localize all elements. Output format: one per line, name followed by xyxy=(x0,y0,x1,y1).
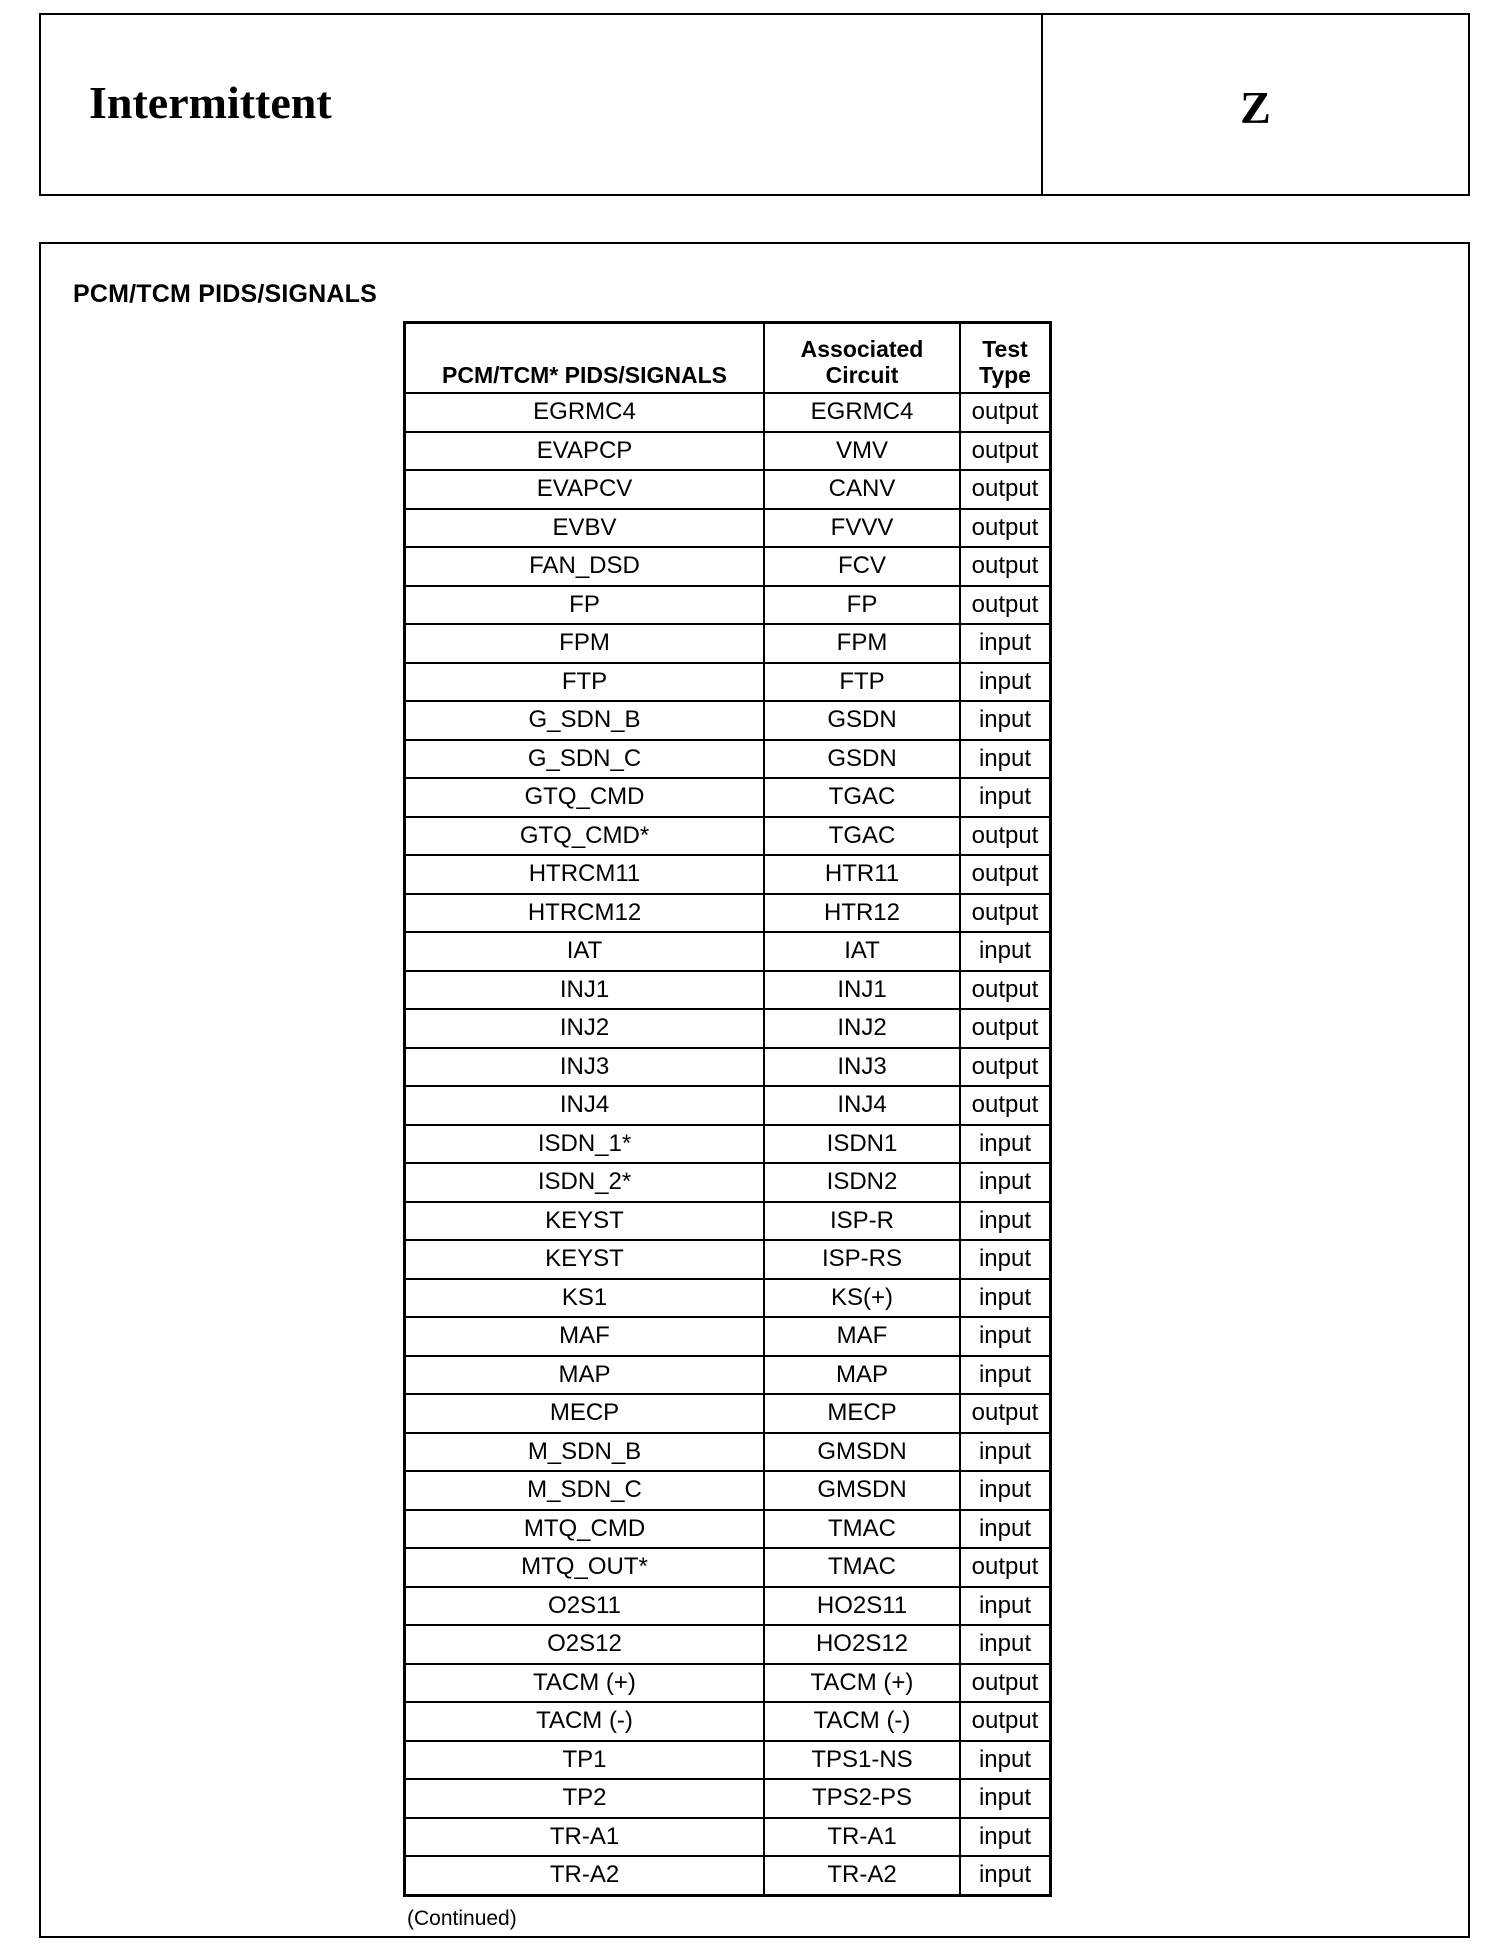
pid-cell: IAT xyxy=(405,932,765,971)
table-row xyxy=(405,393,1051,432)
test-type-cell: input xyxy=(960,1202,1051,1241)
test-type-cell: output xyxy=(960,586,1051,625)
test-type-cell: input xyxy=(960,1163,1051,1202)
circuit-cell: ISDN1 xyxy=(764,1125,960,1164)
pid-cell: M_SDN_C xyxy=(405,1471,765,1510)
table-body xyxy=(405,393,1051,1895)
test-type-cell: output xyxy=(960,509,1051,548)
table-header-row xyxy=(405,323,1051,394)
circuit-cell: ISP-R xyxy=(764,1202,960,1241)
pid-cell: HTRCM12 xyxy=(405,894,765,933)
test-type-cell: input xyxy=(960,1279,1051,1318)
test-type-cell: input xyxy=(960,932,1051,971)
table-row xyxy=(405,740,1051,779)
pid-cell: M_SDN_B xyxy=(405,1433,765,1472)
table-row xyxy=(405,971,1051,1010)
test-type-cell: input xyxy=(960,1625,1051,1664)
circuit-cell: CANV xyxy=(764,470,960,509)
pid-cell: MTQ_OUT* xyxy=(405,1548,765,1587)
circuit-cell: TMAC xyxy=(764,1510,960,1549)
test-type-cell: output xyxy=(960,1702,1051,1741)
test-type-cell: input xyxy=(960,1587,1051,1626)
pid-cell: TACM (-) xyxy=(405,1702,765,1741)
circuit-cell: MAF xyxy=(764,1317,960,1356)
test-type-cell: input xyxy=(960,701,1051,740)
circuit-cell: FCV xyxy=(764,547,960,586)
header-title-cell xyxy=(41,15,1043,194)
column-header-test-type: Test Type xyxy=(960,323,1051,394)
circuit-cell: GSDN xyxy=(764,740,960,779)
test-type-cell: output xyxy=(960,470,1051,509)
pid-cell: ISDN_2* xyxy=(405,1163,765,1202)
table-row xyxy=(405,1163,1051,1202)
pid-cell: KEYST xyxy=(405,1202,765,1241)
circuit-cell: HTR12 xyxy=(764,894,960,933)
test-type-cell: output xyxy=(960,1664,1051,1703)
circuit-cell: INJ4 xyxy=(764,1086,960,1125)
test-type-cell: input xyxy=(960,740,1051,779)
circuit-cell: TACM (+) xyxy=(764,1664,960,1703)
pid-cell: GTQ_CMD* xyxy=(405,817,765,856)
table-row xyxy=(405,1625,1051,1664)
pid-cell: FTP xyxy=(405,663,765,702)
pid-cell: ISDN_1* xyxy=(405,1125,765,1164)
test-type-cell: output xyxy=(960,1548,1051,1587)
table-row xyxy=(405,432,1051,471)
test-type-cell: input xyxy=(960,624,1051,663)
test-type-cell: output xyxy=(960,817,1051,856)
table-row xyxy=(405,1317,1051,1356)
circuit-cell: INJ3 xyxy=(764,1048,960,1087)
test-type-cell: input xyxy=(960,1779,1051,1818)
pid-cell: MTQ_CMD xyxy=(405,1510,765,1549)
test-type-cell: output xyxy=(960,432,1051,471)
table-row xyxy=(405,547,1051,586)
pid-cell: INJ1 xyxy=(405,971,765,1010)
pid-cell: G_SDN_B xyxy=(405,701,765,740)
circuit-cell: FVVV xyxy=(764,509,960,548)
table-row xyxy=(405,1818,1051,1857)
column-header-circuit: Associated Circuit xyxy=(764,323,960,394)
test-type-cell: input xyxy=(960,663,1051,702)
pid-cell: TR-A1 xyxy=(405,1818,765,1857)
test-type-cell: input xyxy=(960,1240,1051,1279)
table-row xyxy=(405,1779,1051,1818)
table-row xyxy=(405,1856,1051,1895)
pid-cell: EGRMC4 xyxy=(405,393,765,432)
table-row xyxy=(405,932,1051,971)
circuit-cell: HO2S11 xyxy=(764,1587,960,1626)
pid-cell: MAP xyxy=(405,1356,765,1395)
pid-cell: FAN_DSD xyxy=(405,547,765,586)
test-type-cell: input xyxy=(960,1856,1051,1895)
test-type-cell: input xyxy=(960,1741,1051,1780)
table-row xyxy=(405,1240,1051,1279)
pid-cell: INJ4 xyxy=(405,1086,765,1125)
table-row xyxy=(405,1433,1051,1472)
header-section-cell xyxy=(1043,15,1468,194)
circuit-cell: ISP-RS xyxy=(764,1240,960,1279)
table-row xyxy=(405,663,1051,702)
circuit-cell: FP xyxy=(764,586,960,625)
circuit-cell: ISDN2 xyxy=(764,1163,960,1202)
table-row xyxy=(405,1548,1051,1587)
circuit-cell: MECP xyxy=(764,1394,960,1433)
test-type-cell: output xyxy=(960,547,1051,586)
circuit-cell: INJ1 xyxy=(764,971,960,1010)
pid-cell: INJ3 xyxy=(405,1048,765,1087)
table-row xyxy=(405,1009,1051,1048)
continued-note: (Continued) xyxy=(407,1906,517,1930)
test-type-cell: input xyxy=(960,1471,1051,1510)
circuit-cell: GSDN xyxy=(764,701,960,740)
table-row xyxy=(405,701,1051,740)
pid-cell: FP xyxy=(405,586,765,625)
test-type-cell: output xyxy=(960,1086,1051,1125)
table-row xyxy=(405,817,1051,856)
test-type-cell: input xyxy=(960,1317,1051,1356)
pid-cell: MECP xyxy=(405,1394,765,1433)
table-row xyxy=(405,1741,1051,1780)
table-row xyxy=(405,1510,1051,1549)
circuit-cell: INJ2 xyxy=(764,1009,960,1048)
circuit-cell: TR-A1 xyxy=(764,1818,960,1857)
circuit-cell: TMAC xyxy=(764,1548,960,1587)
circuit-cell: EGRMC4 xyxy=(764,393,960,432)
table-row xyxy=(405,778,1051,817)
table-row xyxy=(405,586,1051,625)
table-row xyxy=(405,1702,1051,1741)
circuit-cell: TPS2-PS xyxy=(764,1779,960,1818)
table-row xyxy=(405,1279,1051,1318)
test-type-cell: input xyxy=(960,778,1051,817)
circuit-cell: TACM (-) xyxy=(764,1702,960,1741)
table-row xyxy=(405,624,1051,663)
table-row xyxy=(405,1086,1051,1125)
pid-cell: KS1 xyxy=(405,1279,765,1318)
pid-cell: TR-A2 xyxy=(405,1856,765,1895)
circuit-cell: TGAC xyxy=(764,778,960,817)
section-title: PCM/TCM PIDS/SIGNALS xyxy=(73,280,378,308)
test-type-cell: input xyxy=(960,1125,1051,1164)
test-type-cell: output xyxy=(960,971,1051,1010)
test-type-cell: output xyxy=(960,855,1051,894)
table-row xyxy=(405,1202,1051,1241)
circuit-cell: MAP xyxy=(764,1356,960,1395)
section-letter: Z xyxy=(1240,82,1271,133)
table-row xyxy=(405,470,1051,509)
table-row xyxy=(405,1587,1051,1626)
circuit-cell: TGAC xyxy=(764,817,960,856)
table-row xyxy=(405,1356,1051,1395)
test-type-cell: output xyxy=(960,393,1051,432)
table-row xyxy=(405,1471,1051,1510)
circuit-cell: HTR11 xyxy=(764,855,960,894)
pid-cell: EVBV xyxy=(405,509,765,548)
table-row xyxy=(405,855,1051,894)
test-type-cell: input xyxy=(960,1356,1051,1395)
table-row xyxy=(405,894,1051,933)
pid-cell: EVAPCP xyxy=(405,432,765,471)
pid-cell: TP1 xyxy=(405,1741,765,1780)
circuit-cell: FTP xyxy=(764,663,960,702)
test-type-cell: output xyxy=(960,1009,1051,1048)
pid-cell: EVAPCV xyxy=(405,470,765,509)
circuit-cell: HO2S12 xyxy=(764,1625,960,1664)
test-type-cell: output xyxy=(960,1048,1051,1087)
test-type-cell: input xyxy=(960,1433,1051,1472)
table-row xyxy=(405,1125,1051,1164)
test-type-cell: input xyxy=(960,1818,1051,1857)
circuit-cell: IAT xyxy=(764,932,960,971)
pid-cell: FPM xyxy=(405,624,765,663)
test-type-cell: output xyxy=(960,894,1051,933)
signals-table-wrapper xyxy=(403,321,1052,1931)
test-type-cell: output xyxy=(960,1394,1051,1433)
pid-cell: INJ2 xyxy=(405,1009,765,1048)
circuit-cell: GMSDN xyxy=(764,1433,960,1472)
page-title: Intermittent xyxy=(89,77,332,128)
pid-cell: HTRCM11 xyxy=(405,855,765,894)
column-header-pids: PCM/TCM* PIDS/SIGNALS xyxy=(405,323,765,394)
pid-cell: TP2 xyxy=(405,1779,765,1818)
pid-cell: KEYST xyxy=(405,1240,765,1279)
table-row xyxy=(405,1664,1051,1703)
table-row xyxy=(405,1394,1051,1433)
circuit-cell: TPS1-NS xyxy=(764,1741,960,1780)
circuit-cell: FPM xyxy=(764,624,960,663)
pid-cell: G_SDN_C xyxy=(405,740,765,779)
signals-table xyxy=(403,321,1052,1897)
circuit-cell: GMSDN xyxy=(764,1471,960,1510)
test-type-cell: input xyxy=(960,1510,1051,1549)
pid-cell: O2S11 xyxy=(405,1587,765,1626)
circuit-cell: TR-A2 xyxy=(764,1856,960,1895)
pid-cell: MAF xyxy=(405,1317,765,1356)
table-row xyxy=(405,509,1051,548)
pid-cell: O2S12 xyxy=(405,1625,765,1664)
pid-cell: GTQ_CMD xyxy=(405,778,765,817)
content-panel xyxy=(39,242,1470,1938)
circuit-cell: KS(+) xyxy=(764,1279,960,1318)
table-row xyxy=(405,1048,1051,1087)
pid-cell: TACM (+) xyxy=(405,1664,765,1703)
circuit-cell: VMV xyxy=(764,432,960,471)
page-header xyxy=(39,13,1470,196)
